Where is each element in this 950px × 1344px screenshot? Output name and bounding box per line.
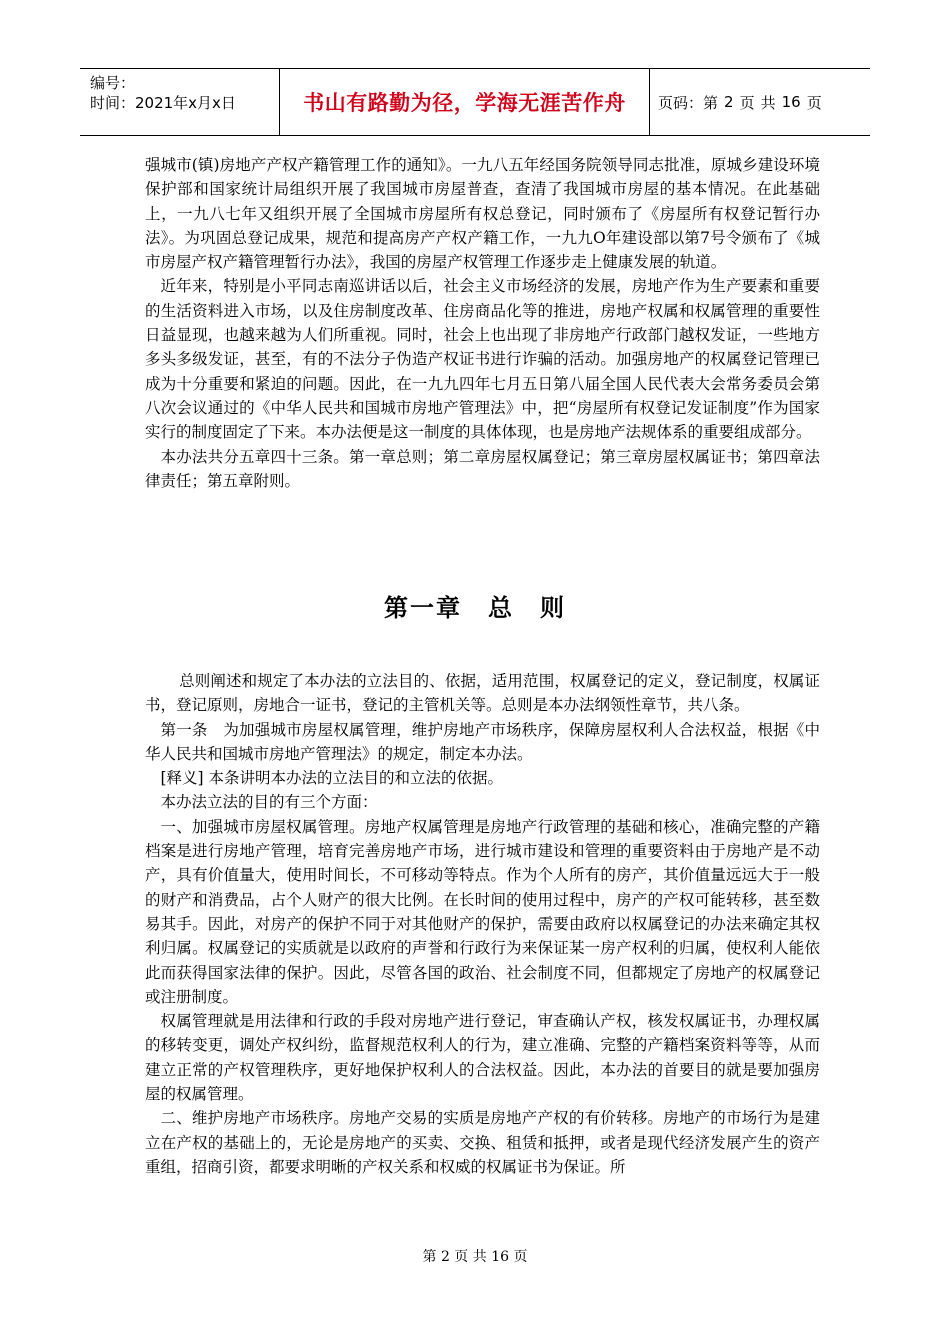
chapter-intro: 总则阐述和规定了本办法的立法目的、依据，适用范围，权属登记的定义，登记制度，权属证书，登记原则，房地合一证书，登记的主管机关等。总则是本办法纲领性章节，共八条。 — [145, 672, 820, 715]
page-label: 页码：第 — [658, 93, 719, 112]
page-footer: 第 2 页 共 16 页 — [422, 1249, 528, 1265]
article-1: 第一条 为加强城市房屋权属管理，维护房地产市场秩序，保障房屋权利人合法权益，根据《中华人民共和国城市房地产管理法》的规定，制定本办法。 — [145, 720, 820, 763]
header-meta — [80, 69, 280, 135]
point-1: 一、加强城市房屋权属管理。房地产权属管理是房地产行政管理的基础和核心，准确完整的产籍档案是进行房地产管理，培育完善房地产市场，进行城市建设和管理的重要资料由于房地产是不动产，具有价值量大，使用时间长，不可移动等特点。作为个人所有的房产，其价值量远远大于一般的财产和消费品，占个人财产的很大比例。在长时间的使用过程中，房产的产权可能转移，甚至数易其手。因此，对房产的保护不同于对其他财产的保护，需要由政府以权属登记的办法来确定其权利归属。权属登记的实质就是以政府的声誉和行政行为来保证某一房产权利的归属，使权利人能依此而获得国家法律的保护。因此，尽管各国的政治、社会制度不同，但都规定了房地产的权属登记或注册制度。 — [145, 817, 820, 1006]
total-unit: 页 — [806, 93, 822, 112]
body-bottom — [145, 669, 820, 1179]
page-number: 2 — [724, 93, 734, 111]
page-header — [80, 68, 870, 136]
total-label: 共 — [760, 93, 776, 112]
page-unit: 页 — [739, 93, 755, 112]
document-time-label: 时间：2021年x月x日 — [90, 94, 236, 112]
article-note: [释义] 本条讲明本办法的立法目的和立法的依据。 — [160, 769, 504, 788]
header-motto: 书山有路勤为径，学海无涯苦作舟 — [280, 69, 650, 135]
chapter-title: 第一章 总 则 — [384, 594, 566, 622]
point-2: 二、维护房地产市场秩序。房地产交易的实质是房地产产权的有价转移。房地产的市场行为是建立在产权的基础上的，无论是房地产的买卖、交换、租赁和抵押，或者是现代经济发展产生的资产重组，招商引资，都要求明晰的产权关系和权威的权属证书为保证。所 — [145, 1109, 820, 1176]
management-paragraph: 权属管理就是用法律和行政的手段对房地产进行登记，审查确认产权，核发权属证书，办理权属的移转变更，调处产权纠纷，监督规范权利人的行为，建立准确、完整的产籍档案资料等等，从而建立正常的产权管理秩序，更好地保护权利人的合法权益。因此，本办法的首要目的就是要加强房屋的权属管理。 — [145, 1012, 820, 1104]
purpose-line: 本办法立法的目的有三个方面： — [160, 793, 378, 812]
body-top — [145, 153, 820, 493]
document-number-label: 编号： — [90, 74, 136, 92]
paragraph: 本办法共分五章四十三条。第一章总则；第二章房屋权属登记；第三章房屋权属证书；第四章法律责任；第五章附则。 — [145, 447, 820, 490]
total-pages: 16 — [781, 93, 801, 111]
header-page-info — [650, 69, 870, 135]
paragraph: 近年来，特别是小平同志南巡讲话以后，社会主义市场经济的发展，房地产作为生产要素和重要的生活资料进入市场，以及住房制度改革、住房商品化等的推进，房地产权属和权属管理的重要性日益显现，也越来越为人们所重视。同时，社会上也出现了非房地产行政部门越权发证，一些地方多头多级发证，甚至，有的不法分子伪造产权证书进行诈骗的活动。加强房地产的权属登记管理已成为十分重要和紧迫的问题。因此，在一九九四年七月五日第八届全国人民代表大会常务委员会第八次会议通过的《中华人民共和国城市房地产管理法》中，把“房屋所有权登记发证制度”作为国家实行的制度固定了下来。本办法便是这一制度的具体体现，也是房地产法规体系的重要组成部分。 — [145, 277, 820, 442]
paragraph: 强城市(镇)房地产产权产籍管理工作的通知》。一九八五年经国务院领导同志批准，原城乡建设环境保护部和国家统计局组织开展了我国城市房屋普查，查清了我国城市房屋的基本情况。在此基础上，一九八七年又组织开展了全国城市房屋所有权总登记，同时颁布了《房屋所有权登记暂行办法》。为巩固总登记成果，规范和提高房产产权产籍工作，一九九O年建设部以第7号令颁布了《城市房屋产权产籍管理暂行办法》，我国的房屋产权管理工作逐步走上健康发展的轨道。 — [145, 156, 820, 272]
